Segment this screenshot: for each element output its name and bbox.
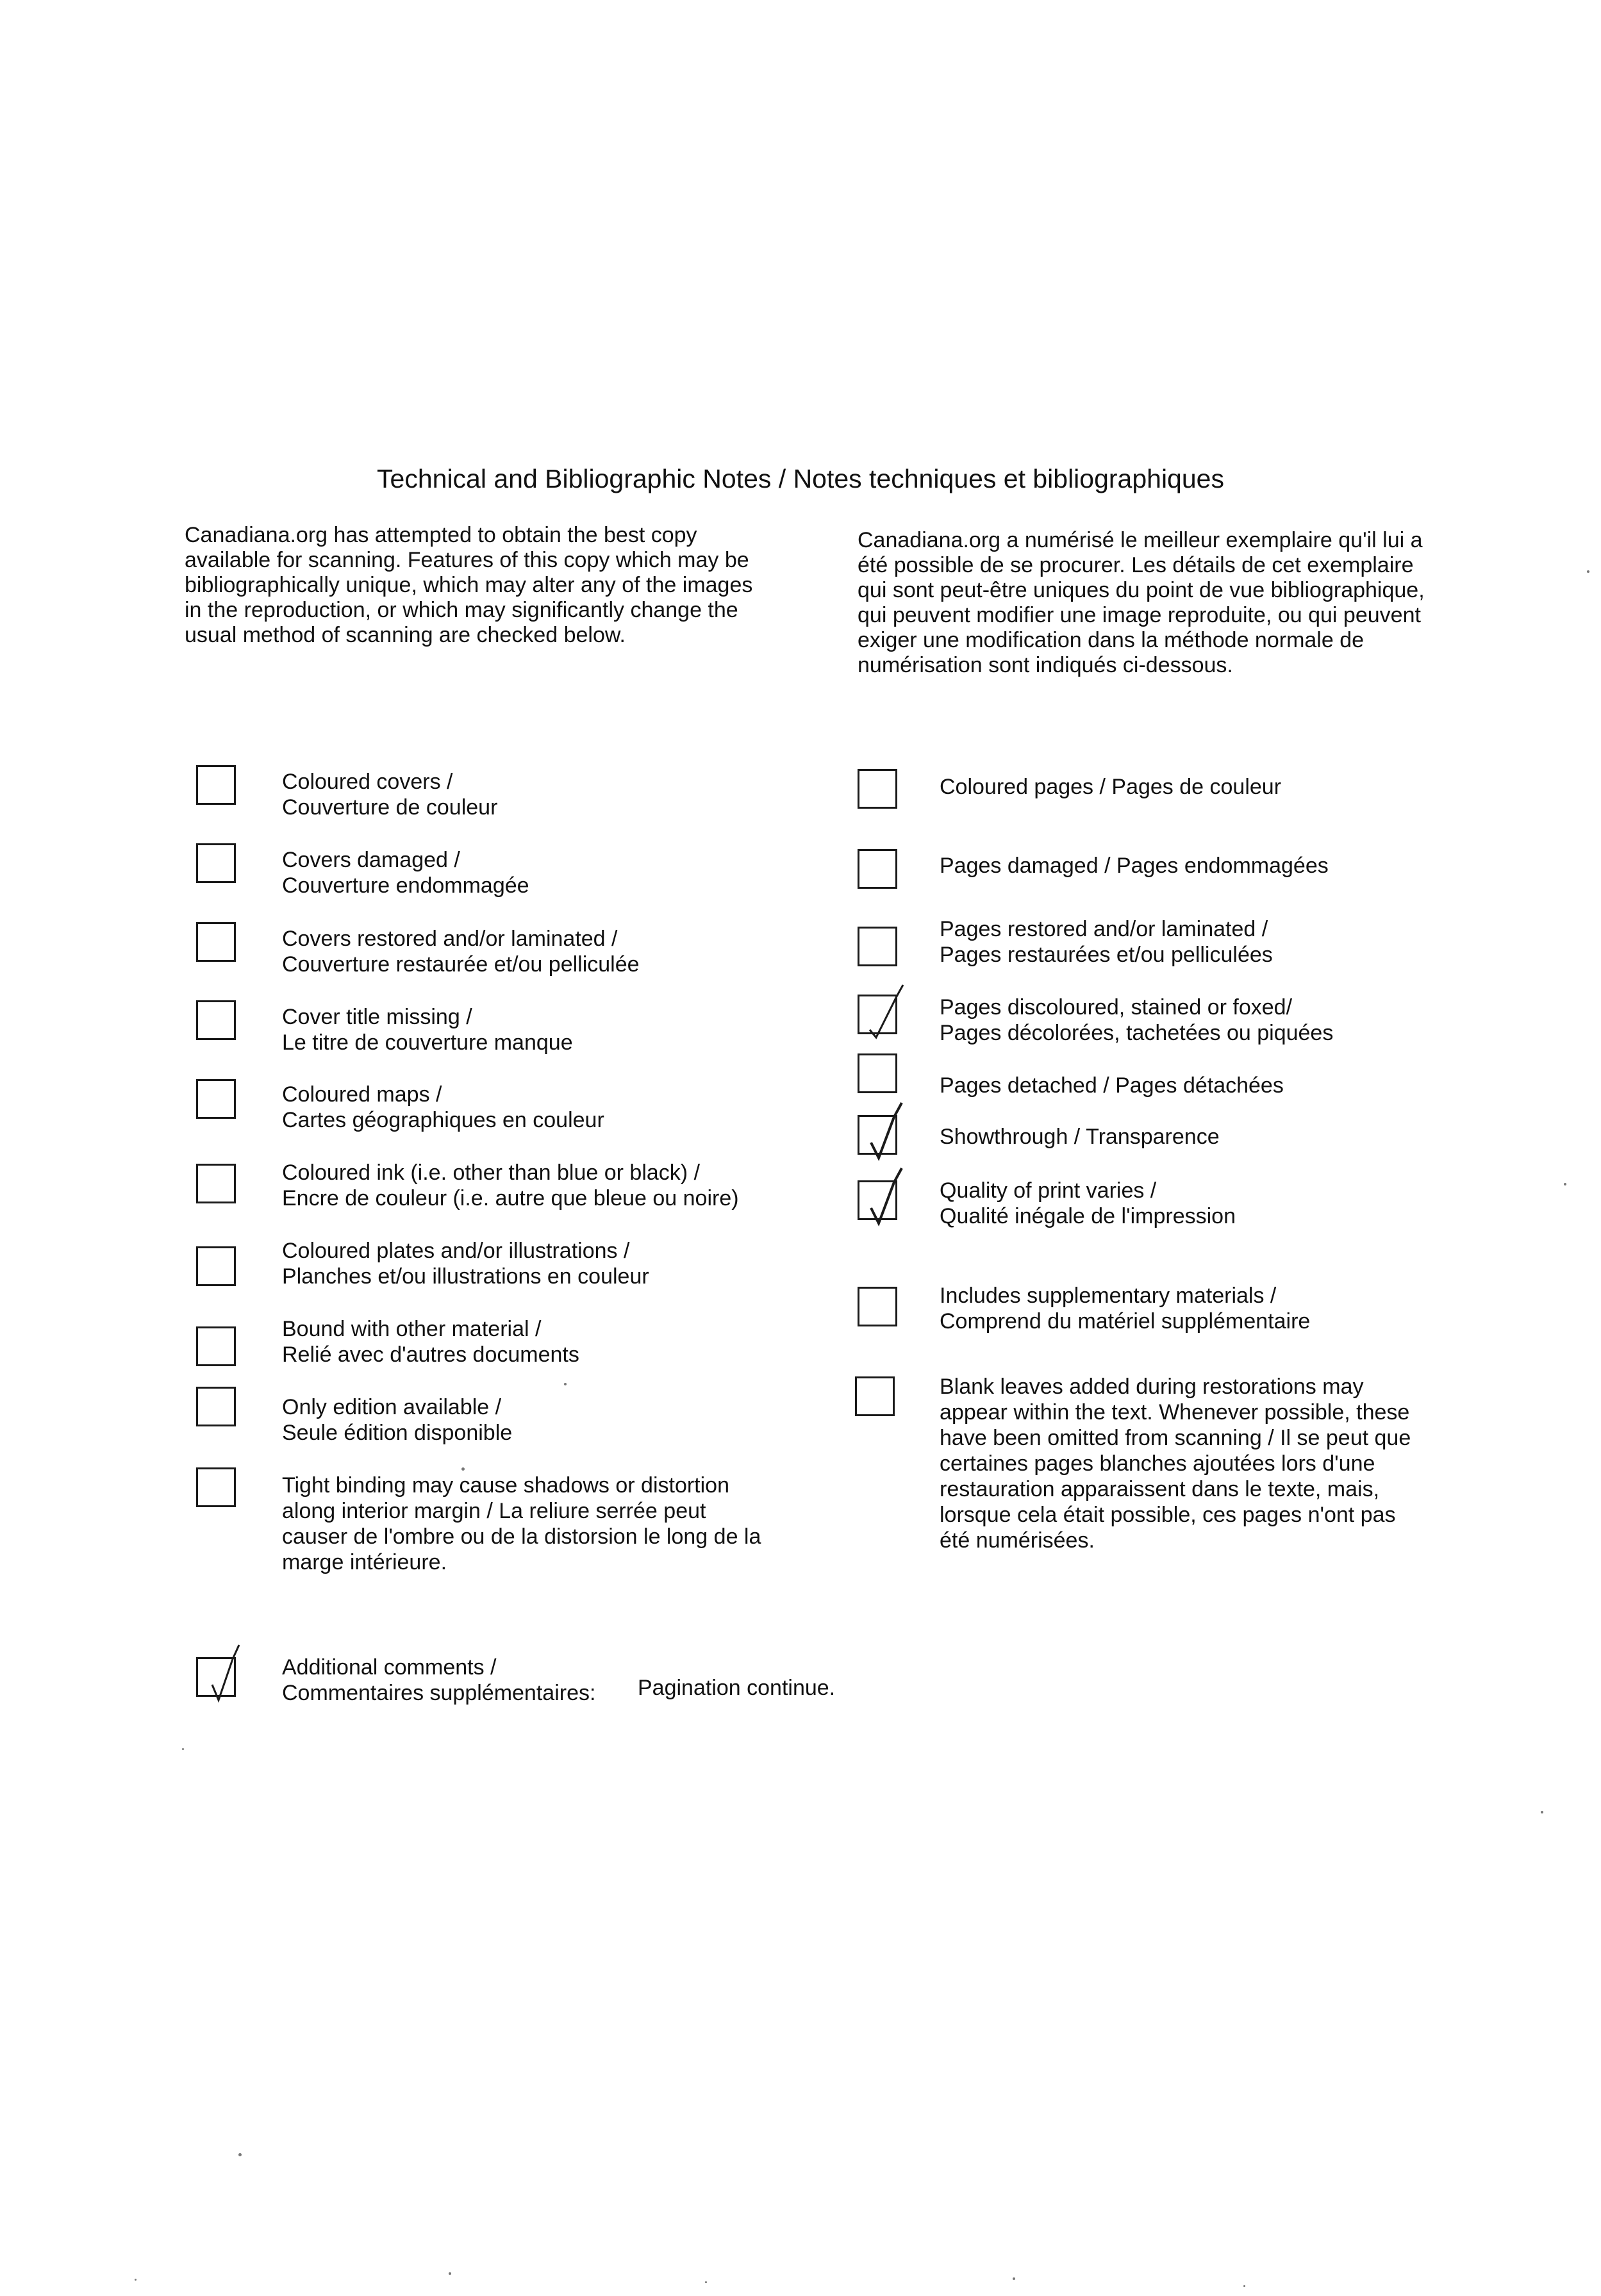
checkbox-pages-restored[interactable] — [858, 927, 897, 966]
checkbox-tight-binding[interactable] — [196, 1467, 236, 1507]
scan-speck — [461, 1467, 465, 1471]
right-item-label: Pages restored and/or laminated / Pages restaurées et/ou pelliculées — [940, 917, 1273, 967]
left-item-label: Covers damaged / Couverture endommagée — [282, 848, 529, 898]
checkbox-pages-discoloured[interactable] — [858, 995, 897, 1034]
left-item-label: Only edition available / Seule édition disponible — [282, 1395, 513, 1445]
checkbox-blank-leaves[interactable] — [855, 1376, 895, 1416]
checkmark-icon — [857, 971, 908, 1041]
scan-speck — [1013, 2277, 1015, 2280]
checkbox-supplementary[interactable] — [858, 1287, 897, 1326]
checkmark-icon — [857, 1091, 908, 1162]
scan-speck — [1243, 2285, 1245, 2287]
right-item-label: Includes supplementary materials / Comprend du matériel supplémentaire — [940, 1284, 1311, 1334]
left-item-label: Coloured ink (i.e. other than blue or black) / Encre de couleur (i.e. autre que bleue ou noire) — [282, 1160, 739, 1210]
scan-speck — [135, 2279, 137, 2281]
scan-speck — [1564, 1183, 1566, 1185]
scan-speck — [1587, 570, 1589, 573]
right-item-label: Showthrough / Transparence — [940, 1125, 1220, 1149]
left-item-label: Tight binding may cause shadows or distortion along interior margin / La reliure serrée peut causer de l'ombre ou de la distorsion le long de la marge intérieure. — [282, 1473, 761, 1574]
checkbox-pages-detached[interactable] — [858, 1053, 897, 1093]
right-item-label: Blank leaves added during restorations may appear within the text. Whenever possible, these have been omitted from scanning / Il se peut que certaines pages blanches ajoutées lors d'une restauration apparaissent dans le texte, mais, lorsque cela était possible, ces pages n'ont pas été numérisées. — [940, 1375, 1411, 1553]
checkbox-coloured-pages[interactable] — [858, 769, 897, 809]
scan-speck — [705, 2281, 707, 2283]
checkbox-bound-with[interactable] — [196, 1326, 236, 1366]
right-item-label: Quality of print varies / Qualité inégale de l'impression — [940, 1178, 1236, 1228]
checkbox-cover-title-missing[interactable] — [196, 1000, 236, 1040]
left-item-label: Covers restored and/or laminated / Couverture restaurée et/ou pelliculée — [282, 927, 640, 977]
scan-speck — [182, 1748, 184, 1750]
left-item-label: Coloured plates and/or illustrations / Planches et/ou illustrations en couleur — [282, 1239, 649, 1289]
checkmark-icon — [195, 1633, 247, 1704]
checkbox-coloured-ink[interactable] — [196, 1164, 236, 1203]
intro-french: Canadiana.org a numérisé le meilleur exemplaire qu'il lui a été possible de se procurer. Les détails de cet exemplaire qui sont peut-être uniques du point de vue bibliographique, qui peuvent modifier une image reproduite, ou qui peuvent exiger une modification dans la méthode normale de numérisation sont indiqués ci-dessous. — [858, 528, 1425, 677]
checkbox-coloured-maps[interactable] — [196, 1079, 236, 1119]
checkmark-icon — [857, 1157, 908, 1227]
checkbox-quality-varies[interactable] — [858, 1180, 897, 1220]
right-item-label: Pages discoloured, stained or foxed/ Pages décolorées, tachetées ou piquées — [940, 995, 1334, 1045]
checkbox-showthrough[interactable] — [858, 1115, 897, 1155]
left-item-label: Coloured maps / Cartes géographiques en couleur — [282, 1082, 604, 1132]
right-item-label: Pages detached / Pages détachées — [940, 1073, 1284, 1098]
left-item-label: Coloured covers / Couverture de couleur — [282, 770, 498, 820]
left-item-label: Bound with other material / Relié avec d'autres documents — [282, 1317, 579, 1367]
scan-speck — [238, 2153, 242, 2156]
checkbox-only-edition[interactable] — [196, 1387, 236, 1426]
page-title: Technical and Bibliographic Notes / Notes techniques et bibliographiques — [377, 464, 1224, 493]
checkbox-covers-damaged[interactable] — [196, 843, 236, 883]
right-item-label: Coloured pages / Pages de couleur — [940, 775, 1282, 799]
additional-comment-text: Pagination continue. — [638, 1676, 836, 1700]
left-item-label: Cover title missing / Le titre de couverture manque — [282, 1005, 573, 1055]
scan-speck — [1541, 1811, 1543, 1813]
intro-english: Canadiana.org has attempted to obtain the best copy available for scanning. Features of this copy which may be bibliographically unique, which may alter any of the images in the reproduction, or which may significantly change the usual method of scanning are checked below. — [185, 523, 753, 647]
additional-comments-label: Additional comments / Commentaires supplémentaires: — [282, 1655, 596, 1705]
checkbox-coloured-covers[interactable] — [196, 765, 236, 805]
checkbox-additional-comments[interactable] — [196, 1657, 236, 1697]
scan-speck — [449, 2272, 451, 2275]
right-item-label: Pages damaged / Pages endommagées — [940, 854, 1329, 878]
checkbox-coloured-plates[interactable] — [196, 1246, 236, 1286]
checkbox-pages-damaged[interactable] — [858, 849, 897, 889]
scan-speck — [564, 1383, 567, 1385]
checkbox-covers-restored[interactable] — [196, 922, 236, 962]
